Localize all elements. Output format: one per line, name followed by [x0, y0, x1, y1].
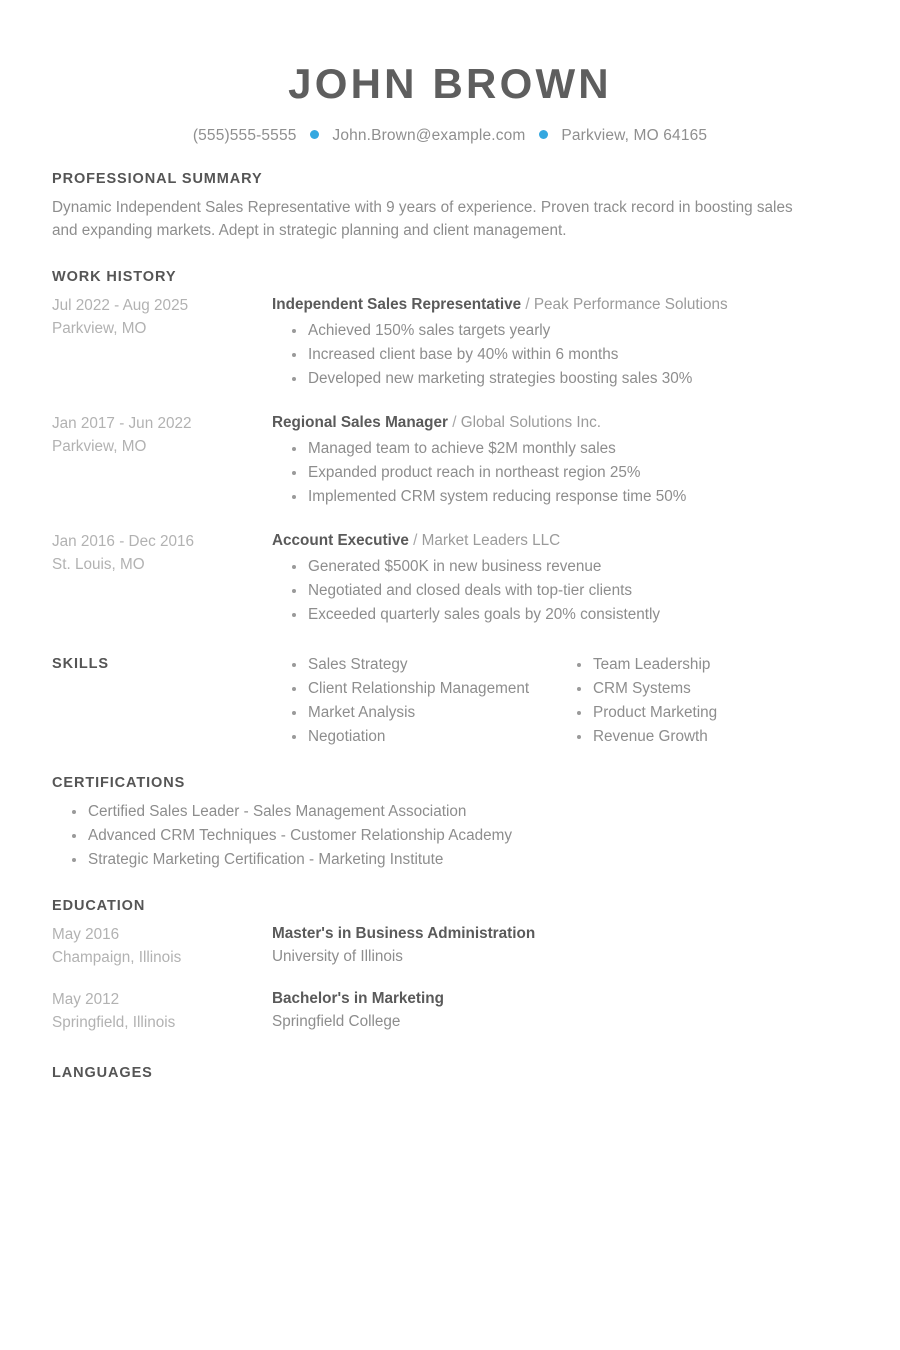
work-entry-bullet: Developed new marketing strategies boosting sales 30% — [292, 367, 848, 391]
contact-line — [52, 127, 848, 145]
work-entry-meta — [52, 294, 272, 341]
certification-item: Strategic Marketing Certification - Marketing Institute — [72, 848, 848, 872]
work-entry-bullet: Managed team to achieve $2M monthly sales — [292, 437, 848, 461]
work-entry-bullets — [272, 437, 848, 509]
certifications-list — [52, 800, 848, 872]
contact-email: John.Brown@example.com — [332, 127, 526, 145]
work-entry-meta — [52, 530, 272, 577]
certification-item: Advanced CRM Techniques - Customer Relationship Academy — [72, 824, 848, 848]
work-entry-location: St. Louis, MO — [52, 555, 145, 573]
section-work-history — [52, 269, 848, 627]
work-entry-details — [272, 412, 848, 509]
education-entry — [52, 988, 848, 1035]
work-entry-dates: Jan 2017 - Jun 2022 — [52, 414, 192, 432]
skill-item: Negotiation — [292, 725, 557, 749]
skills-list — [557, 653, 842, 749]
work-entry-heading — [272, 412, 848, 435]
professional-summary-text: Dynamic Independent Sales Representative with 9 years of experience. Proven track record in boosting sales and expanding markets. Adept in strategic planning and client management. — [52, 199, 793, 240]
work-entry-bullet: Implemented CRM system reducing response time 50% — [292, 485, 848, 509]
education-entry-details — [272, 988, 848, 1034]
skills-columns — [272, 653, 848, 749]
work-entry-dates: Jul 2022 - Aug 2025 — [52, 296, 189, 314]
work-entry-company: Global Solutions Inc. — [460, 413, 602, 431]
education-degree: Master's in Business Administration — [272, 924, 536, 942]
skill-item: Sales Strategy — [292, 653, 557, 677]
education-entry-date: May 2012 — [52, 991, 120, 1009]
work-entry-title: Account Executive — [272, 531, 409, 549]
work-entry-heading — [272, 530, 848, 553]
work-entry-bullet: Achieved 150% sales targets yearly — [292, 319, 848, 343]
section-title-work-history: WORK HISTORY — [52, 268, 177, 285]
section-title-skills: SKILLS — [52, 655, 109, 672]
education-school: University of Illinois — [272, 947, 403, 965]
section-title-education: EDUCATION — [52, 897, 146, 914]
work-entry-details — [272, 530, 848, 627]
skills-list — [272, 653, 557, 749]
work-entry-bullet: Increased client base by 40% within 6 months — [292, 343, 848, 367]
skill-item: Team Leadership — [577, 653, 842, 677]
skills-title-column — [52, 653, 272, 684]
candidate-name: JOHN BROWN — [288, 60, 612, 107]
skills-column-two — [557, 653, 842, 749]
work-history-entry — [52, 294, 848, 391]
section-education — [52, 898, 848, 1035]
contact-location: Parkview, MO 64165 — [561, 127, 708, 145]
work-entry-details — [272, 294, 848, 391]
work-entry-title: Independent Sales Representative — [272, 295, 522, 313]
work-entry-separator: / — [525, 295, 530, 313]
education-entry-location: Springfield, Illinois — [52, 1014, 176, 1032]
skills-column-one — [272, 653, 557, 749]
work-entry-bullet: Exceeded quarterly sales goals by 20% consistently — [292, 603, 848, 627]
resume-header — [52, 0, 848, 145]
section-skills — [52, 653, 848, 749]
education-entry-meta — [52, 923, 272, 970]
education-entry-location: Champaign, Illinois — [52, 948, 182, 966]
work-entry-title: Regional Sales Manager — [272, 413, 448, 431]
work-entry-company: Market Leaders LLC — [421, 531, 561, 549]
section-title-certifications: CERTIFICATIONS — [52, 774, 186, 791]
work-entry-separator: / — [452, 413, 457, 431]
work-history-entry — [52, 530, 848, 627]
skills-row — [52, 653, 848, 749]
skill-item: Client Relationship Management — [292, 677, 557, 701]
section-languages — [52, 1065, 848, 1081]
education-degree: Bachelor's in Marketing — [272, 990, 444, 1008]
skill-item: Revenue Growth — [577, 725, 842, 749]
skill-item: Market Analysis — [292, 701, 557, 725]
work-entry-bullets — [272, 555, 848, 627]
work-entry-bullet: Negotiated and closed deals with top-tier clients — [292, 579, 848, 603]
work-entry-company: Peak Performance Solutions — [533, 295, 728, 313]
education-entry-date: May 2016 — [52, 925, 120, 943]
work-entry-location: Parkview, MO — [52, 437, 147, 455]
work-history-entry — [52, 412, 848, 509]
skill-item: Product Marketing — [577, 701, 842, 725]
education-entry — [52, 923, 848, 970]
section-certifications — [52, 775, 848, 872]
work-entry-bullet: Expanded product reach in northeast region 25% — [292, 461, 848, 485]
work-entry-dates: Jan 2016 - Dec 2016 — [52, 532, 195, 550]
education-school: Springfield College — [272, 1013, 401, 1031]
section-professional-summary — [52, 171, 848, 243]
section-title-languages: LANGUAGES — [52, 1064, 153, 1081]
work-entry-location: Parkview, MO — [52, 319, 147, 337]
certification-item: Certified Sales Leader - Sales Management Association — [72, 800, 848, 824]
bullet-separator-icon — [310, 130, 319, 139]
work-entry-heading — [272, 294, 848, 317]
work-entry-separator: / — [413, 531, 418, 549]
contact-phone: (555)555-5555 — [192, 127, 297, 145]
work-entry-bullets — [272, 319, 848, 391]
skill-item: CRM Systems — [577, 677, 842, 701]
education-entry-details — [272, 923, 848, 969]
work-entry-meta — [52, 412, 272, 459]
education-entry-meta — [52, 988, 272, 1035]
work-entry-bullet: Generated $500K in new business revenue — [292, 555, 848, 579]
bullet-separator-icon — [539, 130, 548, 139]
section-title-professional-summary: PROFESSIONAL SUMMARY — [52, 171, 263, 188]
